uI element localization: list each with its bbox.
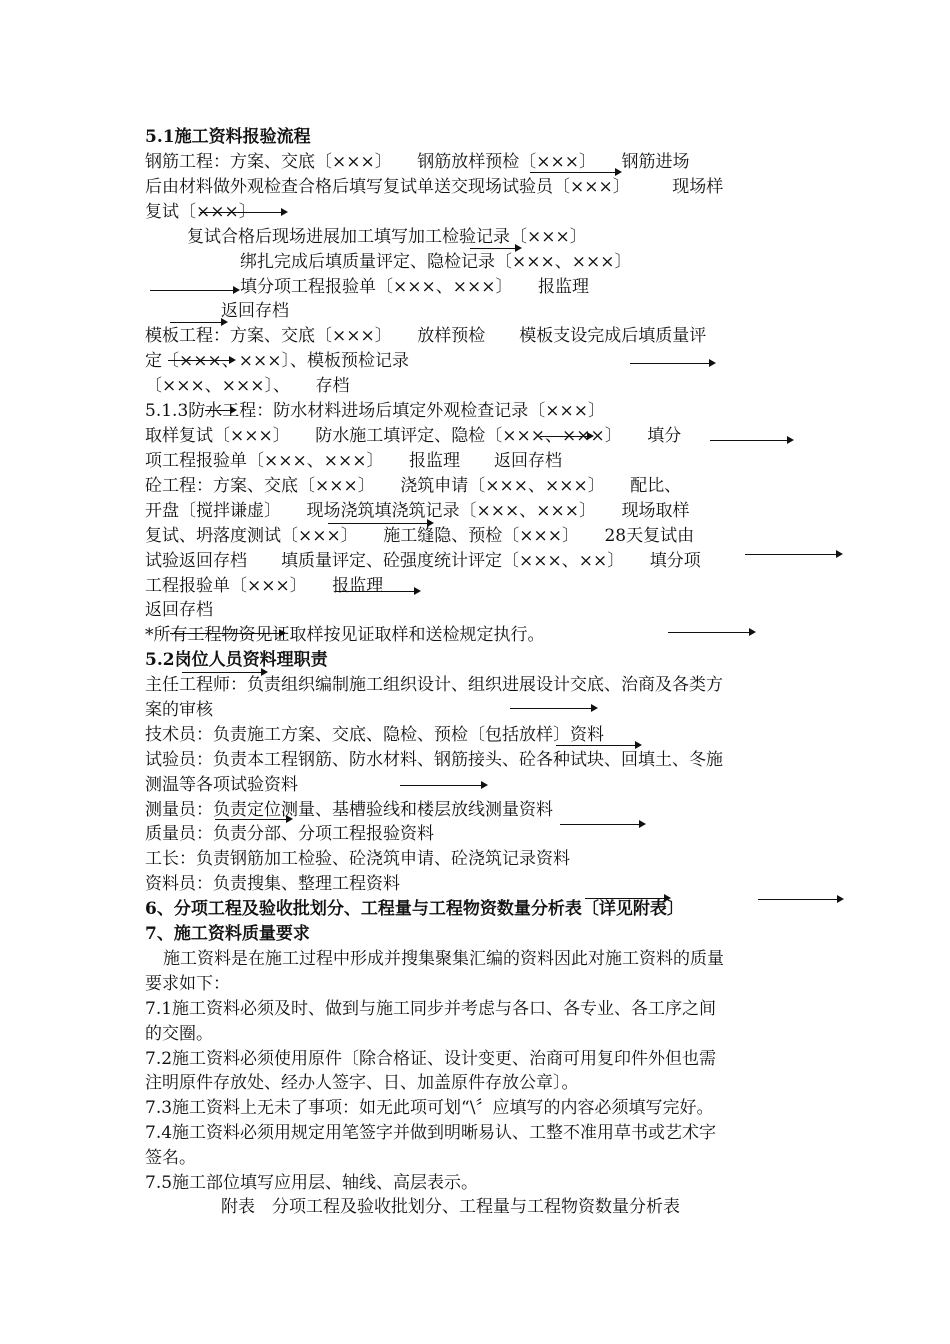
flow-arrow [556, 745, 636, 746]
flow-arrow [168, 360, 230, 361]
flow-arrow [630, 363, 710, 364]
text-line: 7.4施工资料必须用规定用笔签字并做到明晰易认、工整不准用草书或艺术字 [145, 1123, 717, 1143]
text-line: 注明原件存放处、经办人签字、日、加盖原件存放公章〕。 [145, 1073, 579, 1093]
flow-arrow [710, 440, 788, 441]
flow-arrow [745, 554, 837, 555]
text-line: 试验员：负责本工程钢筋、防水材料、钢筋接头、砼各种试块、回填土、冬施 [145, 750, 723, 770]
flow-arrow [400, 785, 482, 786]
text-line: 的交圈。 [145, 1024, 213, 1044]
text-line: 资料员：负责搜集、整理工程资料 [145, 874, 400, 894]
flow-arrow [328, 523, 428, 524]
text-line: 签名。 [145, 1148, 196, 1168]
text-line: 返回存档 [221, 301, 289, 321]
text-line: 5.1.3防水工程：防水材料进场后填定外观检查记录〔×××〕 [145, 401, 605, 421]
flow-arrow [758, 899, 838, 900]
flow-arrow [668, 632, 750, 633]
flow-arrow [215, 819, 287, 820]
text-line: 施工资料是在施工过程中形成并搜集聚集汇编的资料因此对施工资料的质量 [163, 949, 724, 969]
text-line: 复试合格后现场进展加工填写加工检验记录〔×××〕 [187, 227, 587, 247]
flow-arrow [182, 672, 262, 673]
text-line: 砼工程：方案、交底〔×××〕 浇筑申请〔×××、×××〕 配比、 [145, 476, 682, 496]
text-line: 测温等各项试验资料 [145, 775, 298, 795]
text-line: 质量员：负责分部、分项工程报验资料 [145, 824, 434, 844]
text-line: 复试〔×××〕 [145, 202, 256, 222]
flow-arrow [540, 436, 588, 437]
text-line: 项工程报验单〔×××、×××〕 报监理 返回存档 [145, 451, 562, 471]
appendix-title: 附表 分项工程及验收批划分、工程量与工程物资数量分析表 [221, 1197, 680, 1217]
section-heading: 7、施工资料质量要求 [145, 924, 310, 944]
text-line: 7.3施工资料上无未了事项：如无此项可划“\〞应填写的内容必须填写完好。 [145, 1098, 714, 1118]
text-line: 后由材料做外观检查合格后填写复试单送交现场试验员〔×××〕 现场样 [145, 177, 724, 197]
text-line: 7.2施工资料必须使用原件〔除合格证、设计变更、治商可用复印件外但也需 [145, 1049, 717, 1069]
flow-arrow [510, 708, 592, 709]
flow-arrow [560, 824, 640, 825]
text-line: 复试、坍落度测试〔×××〕 施工缝隐、预检〔×××〕 28天复试由 [145, 526, 695, 546]
flow-arrow [170, 322, 222, 323]
text-line: 填分项工程报验单〔×××、×××〕 报监理 [240, 277, 589, 297]
text-line: 开盘〔搅拌谦虚〕 现场浇筑填浇筑记录〔×××、×××〕 现场取样 [145, 501, 690, 521]
text-line: 7.1施工资料必须及时、做到与施工同步并考虑与各口、各专业、各工序之间 [145, 999, 717, 1019]
text-line: 定〔×××、×××〕、模板预检记录 [145, 351, 409, 371]
text-line: 主任工程师：负责组织编制施工组织设计、组织进展设计交底、治商及各类方 [145, 675, 723, 695]
text-line: 试验返回存档 填质量评定、砼强度统计评定〔×××、××〕 填分项 [145, 551, 701, 571]
section-heading: 6、分项工程及验收批划分、工程量与工程物资数量分析表〔详见附表〕 [145, 899, 684, 919]
text-line: 〔×××、×××〕、 存档 [145, 376, 350, 396]
flow-arrow [335, 591, 415, 592]
text-line: 技术员：负责施工方案、交底、隐检、预检〔包括放样〕资料 [145, 725, 604, 745]
text-line: 要求如下： [145, 974, 230, 994]
section-heading: 5.2岗位人员资料理职责 [145, 650, 328, 670]
flow-arrow [170, 633, 280, 634]
text-line: 7.5施工部位填写应用层、轴线、高层表示。 [145, 1173, 479, 1193]
text-line: 工程报验单〔×××〕 报监理 [145, 576, 384, 596]
flow-arrow [200, 212, 282, 213]
text-line: 钢筋工程：方案、交底〔×××〕 钢筋放样预检〔×××〕 钢筋进场 [145, 152, 690, 172]
flow-arrow [585, 898, 665, 899]
text-line: 测量员：负责定位测量、基槽验线和楼层放线测量资料 [145, 800, 553, 820]
text-line: 返回存档 [145, 600, 213, 620]
text-line: 取样复试〔×××〕 防水施工填评定、隐检〔×××、×××〕 填分 [145, 426, 682, 446]
flow-arrow [205, 410, 231, 411]
flow-arrow [470, 248, 516, 249]
text-line: 绑扎完成后填质量评定、隐检记录〔×××、×××〕 [240, 252, 632, 272]
flow-arrow [530, 172, 616, 173]
text-line: 案的审核 [145, 700, 213, 720]
flow-arrow [150, 290, 234, 291]
text-line: 工长：负责钢筋加工检验、砼浇筑申请、砼浇筑记录资料 [145, 849, 570, 869]
text-line: *所有工程物资见证取样按见证取样和送检规定执行。 [145, 625, 545, 645]
text-line: 模板工程：方案、交底〔×××〕 放样预检 模板支设完成后填质量评 [145, 326, 707, 346]
section-heading: 5.1施工资料报验流程 [145, 127, 311, 147]
